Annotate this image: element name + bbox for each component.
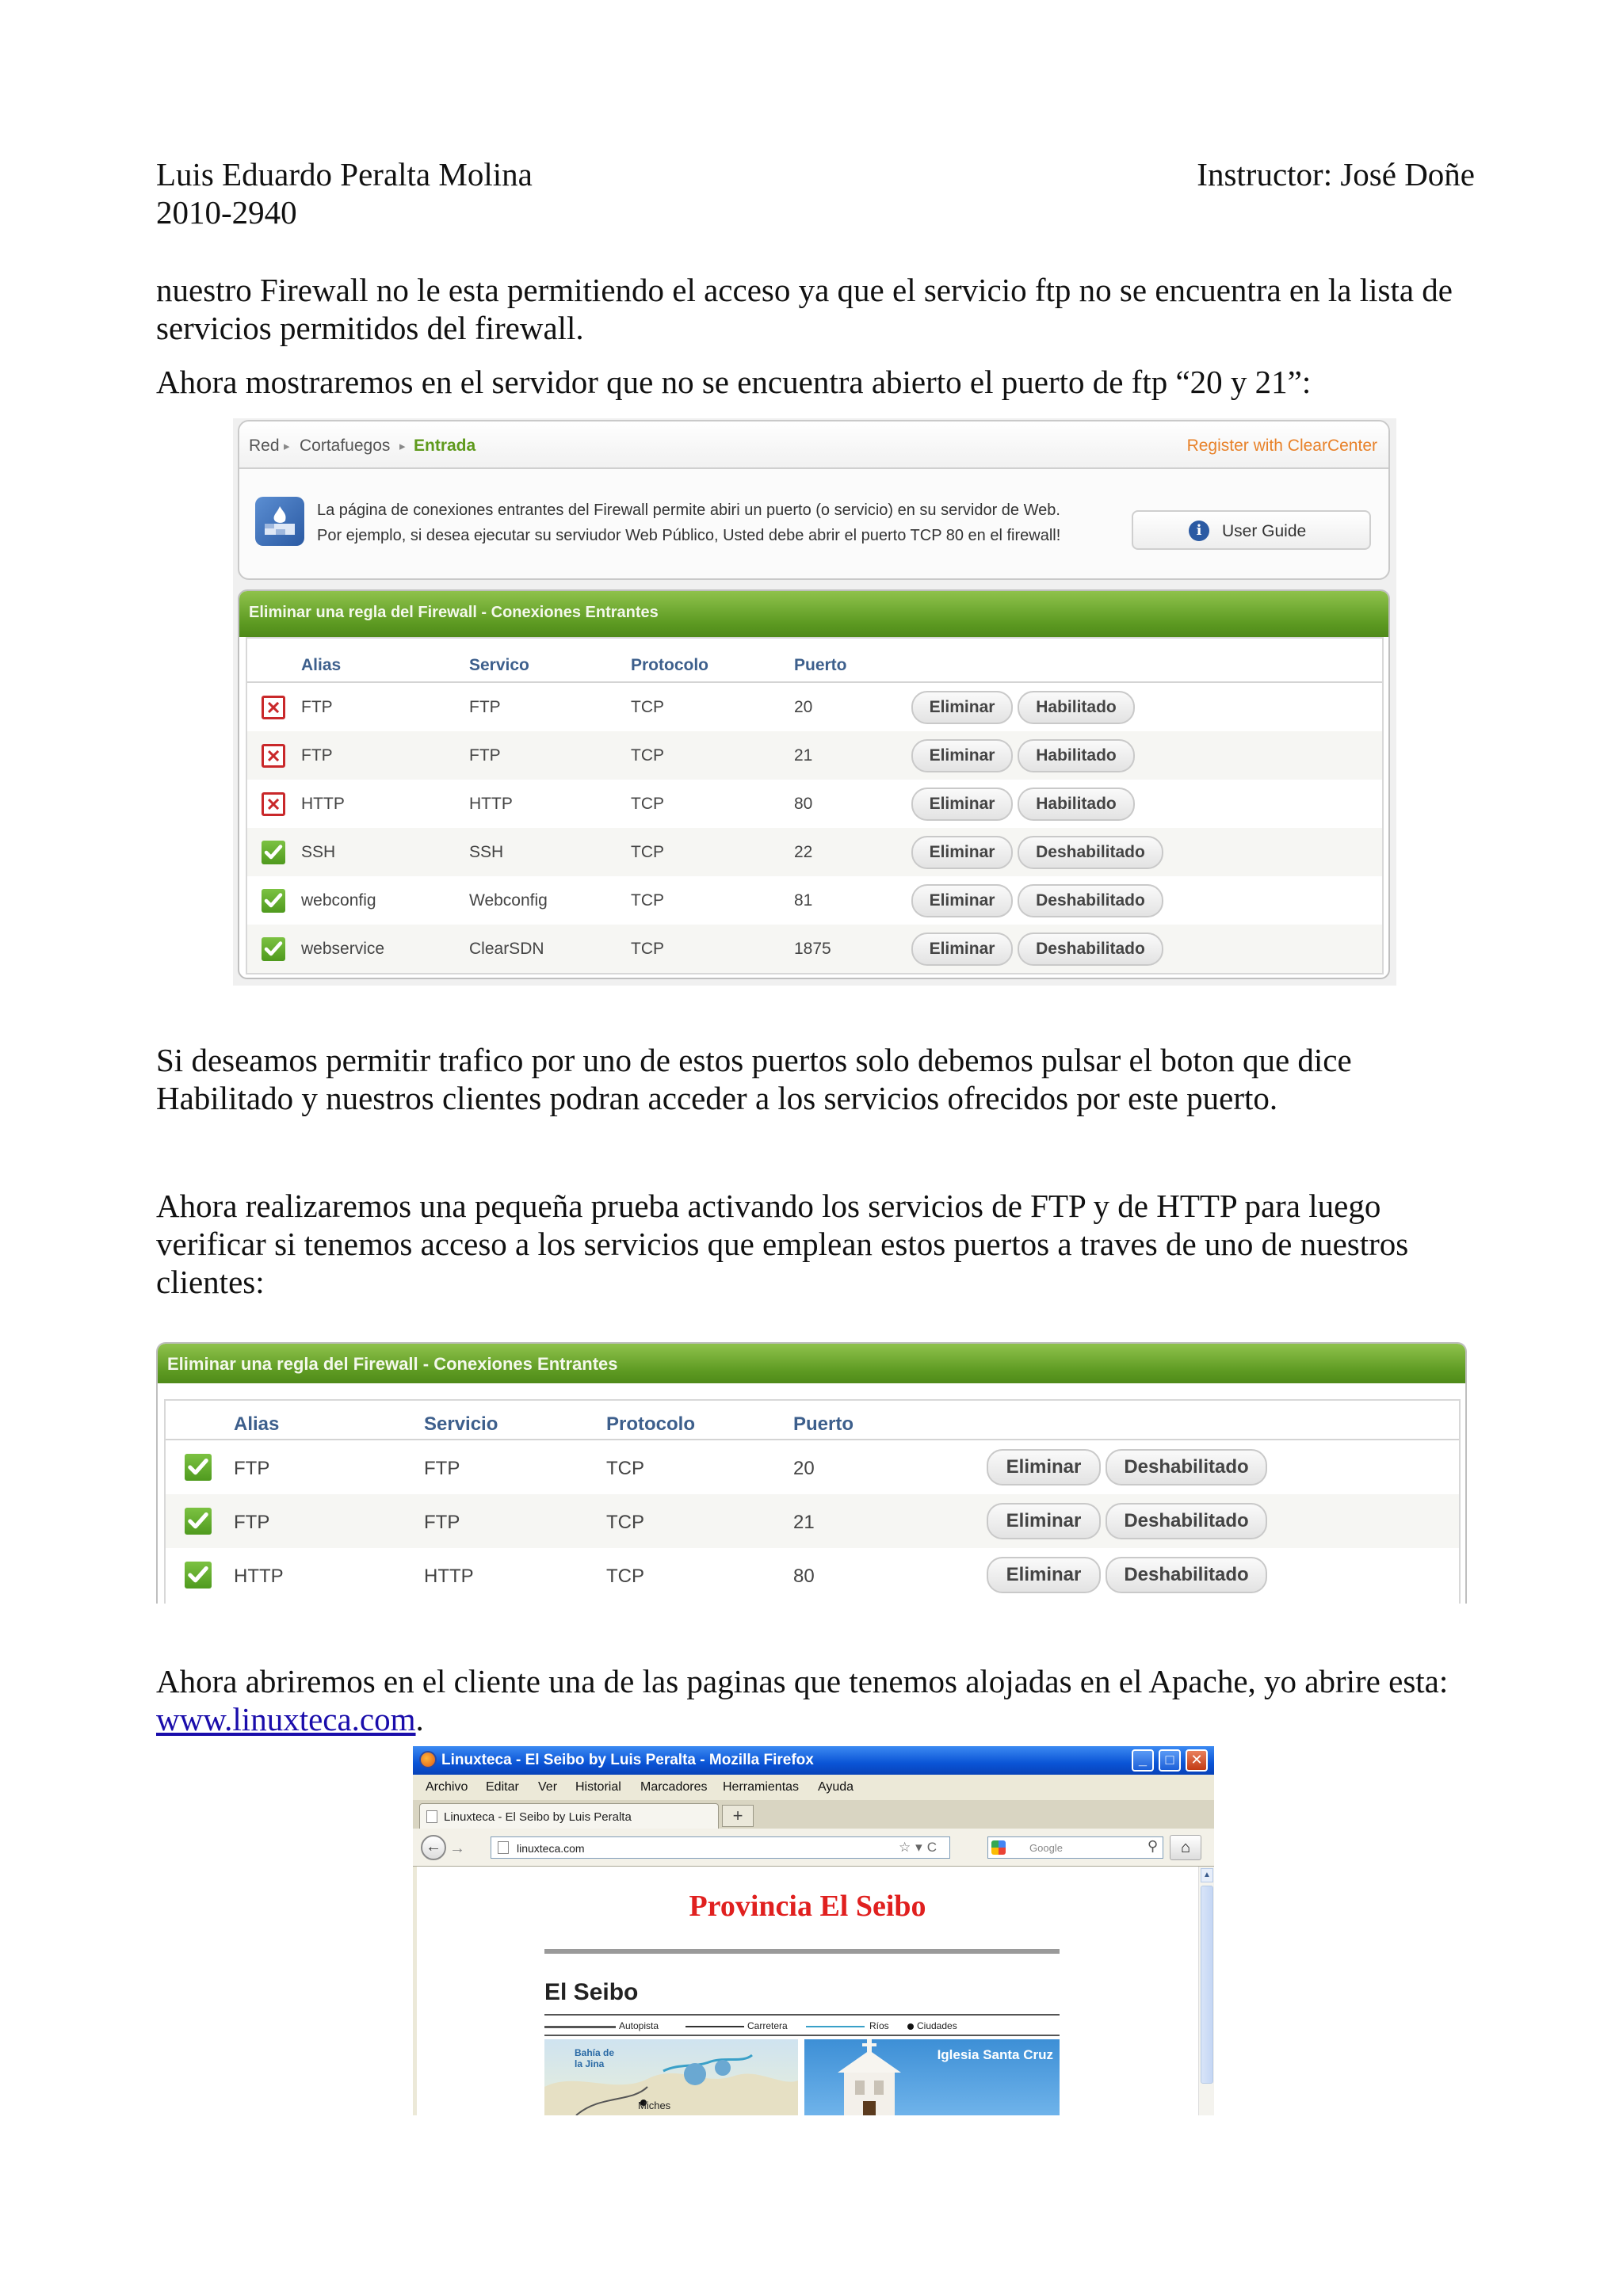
cell-alias: FTP bbox=[234, 1512, 270, 1533]
delete-button[interactable]: Eliminar bbox=[911, 691, 1013, 724]
table-row bbox=[247, 876, 1382, 925]
rules-panel-header bbox=[239, 591, 1388, 637]
table-row bbox=[247, 731, 1382, 780]
firewall-info-panel bbox=[238, 420, 1390, 580]
map-title: El Seibo bbox=[544, 1979, 639, 2005]
cell-alias: webconfig bbox=[301, 891, 376, 910]
window-titlebar bbox=[413, 1746, 1214, 1775]
cell-service: Webconfig bbox=[469, 891, 548, 910]
menu-herramientas[interactable]: Herramientas bbox=[723, 1780, 800, 1794]
tab-strip bbox=[413, 1800, 1214, 1829]
maximize-button[interactable]: □ bbox=[1159, 1749, 1181, 1772]
search-icon[interactable]: ⚲ bbox=[1147, 1838, 1158, 1854]
enabled-check-icon bbox=[262, 889, 285, 913]
info-description bbox=[317, 498, 1060, 548]
map-label-miches: Miches bbox=[638, 2100, 671, 2111]
column-alias: Alias bbox=[301, 656, 342, 674]
legend-rivers: Ríos bbox=[869, 2020, 889, 2031]
cell-alias: FTP bbox=[234, 1458, 270, 1479]
cell-service: FTP bbox=[424, 1512, 460, 1533]
cell-protocol: TCP bbox=[631, 698, 664, 716]
paragraph-5-period: . bbox=[415, 1701, 424, 1737]
breadcrumb bbox=[239, 421, 1388, 469]
column-port: Puerto bbox=[794, 656, 847, 674]
cell-protocol: TCP bbox=[631, 746, 664, 765]
back-button[interactable]: ← bbox=[421, 1835, 446, 1860]
disable-button[interactable]: Deshabilitado bbox=[1018, 836, 1163, 869]
cell-service: SSH bbox=[469, 843, 504, 861]
cell-protocol: TCP bbox=[631, 843, 664, 861]
menu-ayuda[interactable]: Ayuda bbox=[818, 1780, 854, 1794]
cell-alias: FTP bbox=[301, 698, 333, 716]
google-icon bbox=[991, 1840, 1006, 1855]
enable-button[interactable]: Habilitado bbox=[1018, 739, 1135, 772]
navigation-bar bbox=[413, 1829, 1214, 1867]
column-port-after: Puerto bbox=[793, 1413, 854, 1435]
cell-service: HTTP bbox=[469, 795, 513, 813]
menu-historial[interactable]: Historial bbox=[575, 1780, 621, 1794]
paragraph-5-line-1: Ahora abriremos en el cliente una de las paginas que tenemos alojadas en el Apache, yo abrire esta: bbox=[156, 1663, 1449, 1699]
site-identity-icon bbox=[498, 1841, 509, 1854]
tab-linuxteca[interactable] bbox=[419, 1803, 719, 1829]
rules-panel-header-after bbox=[158, 1344, 1465, 1383]
enabled-check-icon bbox=[262, 937, 285, 961]
church-photo bbox=[804, 2039, 1060, 2115]
table-header-row-after bbox=[166, 1401, 1459, 1440]
column-alias-after: Alias bbox=[234, 1413, 280, 1435]
cell-port: 21 bbox=[793, 1512, 815, 1533]
column-service: Servico bbox=[469, 656, 529, 674]
divider bbox=[544, 1949, 1060, 1954]
disable-button[interactable]: Deshabilitado bbox=[1018, 933, 1163, 966]
legend-city-dot bbox=[907, 2023, 914, 2030]
table-row bbox=[247, 925, 1382, 973]
delete-button[interactable]: Eliminar bbox=[911, 739, 1013, 772]
cell-alias: HTTP bbox=[301, 795, 345, 813]
cell-protocol: TCP bbox=[631, 891, 664, 910]
linuxteca-link[interactable]: www.linuxteca.com bbox=[156, 1701, 416, 1737]
delete-button[interactable]: Eliminar bbox=[987, 1557, 1101, 1593]
paragraph-2: Ahora mostraremos en el servidor que no se encuentra abierto el puerto de ftp “20 y 21”: bbox=[156, 364, 1312, 400]
disable-button[interactable]: Deshabilitado bbox=[1106, 1449, 1267, 1486]
home-button[interactable]: ⌂ bbox=[1170, 1835, 1201, 1860]
enable-button[interactable]: Habilitado bbox=[1018, 691, 1135, 724]
cell-protocol: TCP bbox=[631, 940, 664, 958]
vertical-scrollbar[interactable] bbox=[1198, 1867, 1214, 2115]
page-content bbox=[417, 1867, 1198, 2115]
disabled-x-icon bbox=[262, 696, 285, 719]
author-name: Luis Eduardo Peralta Molina bbox=[156, 156, 533, 193]
breadcrumb-entrada: Entrada bbox=[414, 437, 476, 455]
paragraph-3-line-2: Habilitado y nuestros clientes podran acceder a los servicios ofrecidos por este puerto. bbox=[156, 1080, 1278, 1116]
cell-port: 1875 bbox=[794, 940, 831, 958]
instructor-name: Instructor: José Doñe bbox=[1197, 156, 1475, 193]
cell-service: FTP bbox=[424, 1458, 460, 1479]
window-title: Linuxteca - El Seibo by Luis Peralta - Mozilla Firefox bbox=[441, 1752, 814, 1768]
paragraph-4-line-1: Ahora realizaremos una pequeña prueba activando los servicios de FTP y de HTTP para luego bbox=[156, 1188, 1381, 1224]
disabled-x-icon bbox=[262, 744, 285, 768]
cell-port: 22 bbox=[794, 843, 813, 861]
table-row bbox=[247, 683, 1382, 731]
cell-port: 20 bbox=[794, 698, 813, 716]
photo-caption: Iglesia Santa Cruz bbox=[937, 2047, 1053, 2062]
cell-protocol: TCP bbox=[606, 1458, 644, 1479]
delete-button[interactable]: Eliminar bbox=[911, 933, 1013, 966]
enable-button[interactable]: Habilitado bbox=[1018, 788, 1135, 821]
menu-archivo[interactable]: Archivo bbox=[426, 1780, 468, 1794]
column-service-after: Servicio bbox=[424, 1413, 498, 1435]
cell-alias: FTP bbox=[301, 746, 333, 765]
site-title: Provincia El Seibo bbox=[689, 1890, 926, 1923]
column-protocol-after: Protocolo bbox=[606, 1413, 695, 1435]
paragraph-4-line-3: clientes: bbox=[156, 1264, 265, 1300]
cell-service: ClearSDN bbox=[469, 940, 544, 958]
table-row bbox=[247, 780, 1382, 828]
delete-button[interactable]: Eliminar bbox=[911, 788, 1013, 821]
cell-protocol: TCP bbox=[606, 1566, 644, 1587]
cell-protocol: TCP bbox=[631, 795, 664, 813]
rules-panel-title-after: Eliminar una regla del Firewall - Conexiones Entrantes bbox=[167, 1354, 618, 1374]
student-id: 2010-2940 bbox=[156, 194, 297, 231]
legend-road: Carretera bbox=[747, 2020, 788, 2031]
breadcrumb-separator-2: ▸ bbox=[399, 440, 406, 453]
disable-button[interactable]: Deshabilitado bbox=[1106, 1503, 1267, 1539]
cell-alias: HTTP bbox=[234, 1566, 284, 1587]
user-guide-label: User Guide bbox=[1222, 522, 1307, 540]
legend-road-line bbox=[685, 2026, 744, 2027]
rules-table bbox=[246, 637, 1384, 974]
enabled-check-icon bbox=[185, 1562, 212, 1589]
firewall-screenshot-before bbox=[233, 418, 1396, 986]
cell-port: 20 bbox=[793, 1458, 815, 1479]
firefox-logo-icon bbox=[419, 1751, 437, 1768]
paragraph-3-line-1: Si deseamos permitir trafico por uno de estos puertos solo debemos pulsar el boton que dice bbox=[156, 1042, 1352, 1078]
legend-cities: Ciudades bbox=[917, 2020, 957, 2031]
cell-alias: SSH bbox=[301, 843, 336, 861]
table-header-row bbox=[247, 639, 1382, 683]
table-row bbox=[166, 1548, 1459, 1602]
minimize-button[interactable]: _ bbox=[1132, 1749, 1154, 1772]
divider bbox=[544, 2035, 1060, 2036]
search-box[interactable] bbox=[987, 1836, 1163, 1859]
cell-port: 80 bbox=[793, 1566, 815, 1587]
menu-editar[interactable]: Editar bbox=[486, 1780, 519, 1794]
firewall-rules-panel bbox=[238, 589, 1390, 979]
paragraph-4-line-2: verificar si tenemos acceso a los servicios que emplean estos puertos a traves de uno de nuestros bbox=[156, 1226, 1409, 1262]
paragraph-1-line-2: servicios permitidos del firewall. bbox=[156, 310, 584, 346]
url-text: linuxteca.com bbox=[517, 1842, 585, 1855]
breadcrumb-separator-1: ▸ bbox=[284, 440, 290, 453]
rules-table-after bbox=[164, 1399, 1461, 1604]
disable-button[interactable]: Deshabilitado bbox=[1018, 884, 1163, 917]
new-tab-button[interactable]: + bbox=[722, 1805, 754, 1827]
cell-service: FTP bbox=[469, 746, 501, 765]
rules-panel-title: Eliminar una regla del Firewall - Conexiones Entrantes bbox=[249, 604, 659, 621]
delete-button[interactable]: Eliminar bbox=[987, 1503, 1101, 1539]
table-row bbox=[166, 1440, 1459, 1494]
cell-port: 21 bbox=[794, 746, 813, 765]
column-protocol: Protocolo bbox=[631, 656, 708, 674]
url-bar[interactable] bbox=[491, 1836, 950, 1859]
menu-marcadores[interactable]: Marcadores bbox=[640, 1780, 708, 1794]
register-clearcenter-link[interactable]: Register with ClearCenter bbox=[1186, 437, 1377, 455]
paragraph-5-line-2 bbox=[156, 1700, 424, 1738]
enabled-check-icon bbox=[185, 1508, 212, 1535]
menu-bar bbox=[413, 1775, 1214, 1800]
menu-ver[interactable]: Ver bbox=[538, 1780, 558, 1794]
info-line-1: La página de conexiones entrantes del Firewall permite abiri un puerto (o servicio) en su servidor de Web. bbox=[317, 502, 1060, 519]
disabled-x-icon bbox=[262, 792, 285, 816]
firewall-icon bbox=[255, 497, 304, 546]
firefox-screenshot bbox=[413, 1746, 1214, 2115]
cell-service: HTTP bbox=[424, 1566, 474, 1587]
legend-river-line bbox=[806, 2026, 865, 2027]
cell-port: 81 bbox=[794, 891, 813, 910]
close-button[interactable]: ✕ bbox=[1186, 1749, 1208, 1772]
paragraph-1-line-1: nuestro Firewall no le esta permitiendo el acceso ya que el servicio ftp no se encuentra en la lista de bbox=[156, 272, 1453, 308]
disable-button[interactable]: Deshabilitado bbox=[1106, 1557, 1267, 1593]
breadcrumb-cortafuegos[interactable]: Cortafuegos bbox=[300, 437, 391, 455]
page-icon bbox=[426, 1810, 437, 1823]
map-label-jina: la Jina bbox=[575, 2058, 605, 2069]
legend-highway-line bbox=[544, 2026, 616, 2028]
forward-button[interactable]: → bbox=[449, 1840, 465, 1857]
cell-service: FTP bbox=[469, 698, 501, 716]
scroll-up-icon[interactable]: ▲ bbox=[1201, 1868, 1213, 1882]
bookmark-star-icon[interactable]: ☆▾C bbox=[898, 1840, 941, 1855]
province-map bbox=[544, 2039, 798, 2115]
cell-alias: webservice bbox=[301, 940, 385, 958]
delete-button[interactable]: Eliminar bbox=[911, 836, 1013, 869]
scroll-thumb[interactable] bbox=[1201, 1886, 1213, 2084]
table-row bbox=[166, 1494, 1459, 1548]
table-row bbox=[247, 828, 1382, 876]
cell-port: 80 bbox=[794, 795, 813, 813]
enabled-check-icon bbox=[262, 841, 285, 864]
info-icon: i bbox=[1189, 521, 1209, 541]
divider bbox=[544, 2014, 1060, 2016]
tab-label: Linuxteca - El Seibo by Luis Peralta bbox=[444, 1810, 632, 1824]
user-guide-button[interactable] bbox=[1132, 510, 1371, 550]
delete-button[interactable]: Eliminar bbox=[911, 884, 1013, 917]
firewall-screenshot-after bbox=[156, 1342, 1467, 1604]
cell-protocol: TCP bbox=[606, 1512, 644, 1533]
breadcrumb-red[interactable]: Red bbox=[249, 437, 280, 455]
legend-highway: Autopista bbox=[619, 2020, 659, 2031]
search-placeholder: Google bbox=[1029, 1842, 1063, 1854]
map-label-bahia: Bahía de bbox=[575, 2047, 615, 2058]
info-line-2: Por ejemplo, si desea ejecutar su serviudor Web Público, Usted debe abrir el puerto TCP 80 en el firewall! bbox=[317, 527, 1061, 544]
delete-button[interactable]: Eliminar bbox=[987, 1449, 1101, 1486]
enabled-check-icon bbox=[185, 1454, 212, 1481]
